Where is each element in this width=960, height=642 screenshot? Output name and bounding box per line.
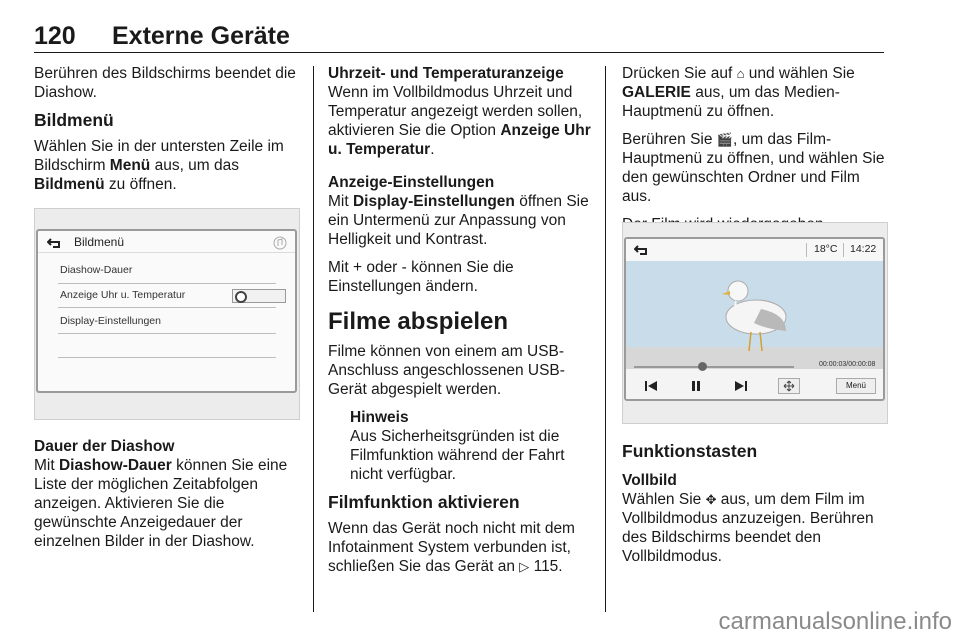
clock-readout: 14:22	[850, 243, 877, 255]
progress-handle[interactable]	[698, 362, 707, 371]
paragraph: Mit + oder - können Sie die Einstellungen ändern.	[328, 259, 514, 295]
divider	[806, 243, 807, 257]
pause-icon[interactable]	[690, 380, 702, 392]
divider	[843, 243, 844, 257]
paragraph: Mit Display-Einstellungen öffnen Sie ein Untermenü zur Anpassung von Helligkeit und Kontrast.	[328, 193, 589, 248]
progress-track[interactable]	[634, 366, 794, 368]
previous-icon[interactable]	[644, 380, 658, 392]
timecode: 00:00:03/00:00:08	[819, 361, 876, 368]
next-icon[interactable]	[734, 380, 748, 392]
section-heading-funktionstasten: Funktionstasten	[622, 441, 758, 461]
bildmenu-screen	[36, 229, 297, 393]
column-1-lower	[34, 437, 302, 560]
paragraph: Wählen Sie in der untersten Zeile im Bildschirm Menü aus, um das Bildmenü zu öffnen.	[34, 138, 284, 193]
paragraph: Wenn das Gerät noch nicht mit dem Infotainment System verbunden ist, schließen Sie das Gerät an ▷ 115.	[328, 520, 575, 575]
music-note-icon	[273, 236, 287, 250]
divider	[58, 307, 276, 308]
column-1	[34, 64, 302, 203]
divider	[38, 252, 295, 253]
paragraph: Wenn im Vollbildmodus Uhrzeit und Temperatur angezeigt werden sollen, aktivieren Sie die Option Anzeige Uhr u. Temperatur.	[328, 84, 591, 158]
subheading-vollbild: Vollbild	[622, 472, 677, 489]
screen-title: Bildmenü	[74, 235, 125, 249]
header-rule	[34, 52, 884, 53]
page-ref-arrow-icon: ▷	[519, 559, 530, 574]
column-3-lower	[622, 442, 888, 575]
subheading-anzeige: Anzeige-Einstellungen	[328, 174, 495, 191]
uhr-temperatur-toggle[interactable]	[232, 289, 286, 303]
home-icon: ⌂	[736, 66, 745, 81]
paragraph: Berühren Sie 🎬, um das Film-Hauptmenü zu öffnen, und wählen Sie den gewünschten Ordner und Film aus.	[622, 131, 885, 205]
bildmenu-screenshot	[34, 208, 300, 420]
film-icon: 🎬	[716, 132, 733, 147]
section-heading-filmfunktion: Filmfunktion aktivieren	[328, 492, 520, 512]
back-icon	[47, 237, 63, 249]
menu-item-display-einstellungen[interactable]: Display-Einstellungen	[60, 315, 161, 327]
paragraph: Filme können von einem am USB-Anschluss angeschlossenen USB-Gerät abgespielt werden.	[328, 343, 565, 398]
menu-button[interactable]: Menü	[836, 378, 876, 394]
paragraph: Mit Diashow-Dauer können Sie eine Liste der möglichen Zeitabfolgen anzeigen. Aktivieren Sie die gewünschte Anzeigedauer der einzelnen Bilder in der Diashow.	[34, 457, 288, 550]
page-header	[34, 22, 884, 52]
temperature-readout: 18°C	[814, 243, 838, 255]
divider	[58, 357, 276, 358]
menu-item-diashow-dauer[interactable]: Diashow-Dauer	[60, 264, 133, 276]
fullscreen-icon	[779, 379, 799, 393]
column-2	[328, 64, 596, 585]
note-text: Aus Sicherheitsgründen ist die Filmfunktion während der Fahrt nicht verfügbar.	[350, 428, 565, 483]
section-heading-bildmenu: Bildmenü	[34, 110, 114, 130]
chapter-title: Externe Geräte	[112, 22, 290, 50]
note-box	[328, 408, 596, 484]
note-heading: Hinweis	[350, 409, 409, 426]
page-number: 120	[34, 22, 76, 50]
column-divider-1	[313, 66, 314, 612]
section-heading-filme: Filme abspielen	[328, 308, 509, 335]
column-3	[622, 64, 888, 243]
fullscreen-button[interactable]	[778, 378, 800, 394]
video-frame	[626, 239, 883, 399]
paragraph: Wählen Sie ✥ aus, um dem Film im Vollbildmodus anzuzeigen. Berühren des Bildschirms beendet den Vollbildmodus.	[622, 491, 874, 565]
watermark: carmanualsonline.info	[718, 608, 952, 635]
film-screenshot	[622, 222, 888, 424]
divider	[58, 283, 276, 284]
paragraph: Berühren des Bildschirms beendet die Diashow.	[34, 65, 296, 101]
paragraph: Drücken Sie auf ⌂ und wählen Sie GALERIE aus, um das Medien-Hauptmenü zu öffnen.	[622, 65, 855, 120]
divider	[58, 333, 276, 334]
back-icon[interactable]	[634, 244, 650, 256]
subheading-dauer: Dauer der Diashow	[34, 438, 175, 455]
column-divider-2	[605, 66, 606, 612]
film-player-screen	[624, 237, 885, 401]
fullscreen-icon: ✥	[705, 492, 717, 507]
subheading-uhrzeit: Uhrzeit- und Temperaturanzeige	[328, 65, 564, 82]
menu-item-anzeige-uhr[interactable]: Anzeige Uhr u. Temperatur	[60, 289, 186, 301]
